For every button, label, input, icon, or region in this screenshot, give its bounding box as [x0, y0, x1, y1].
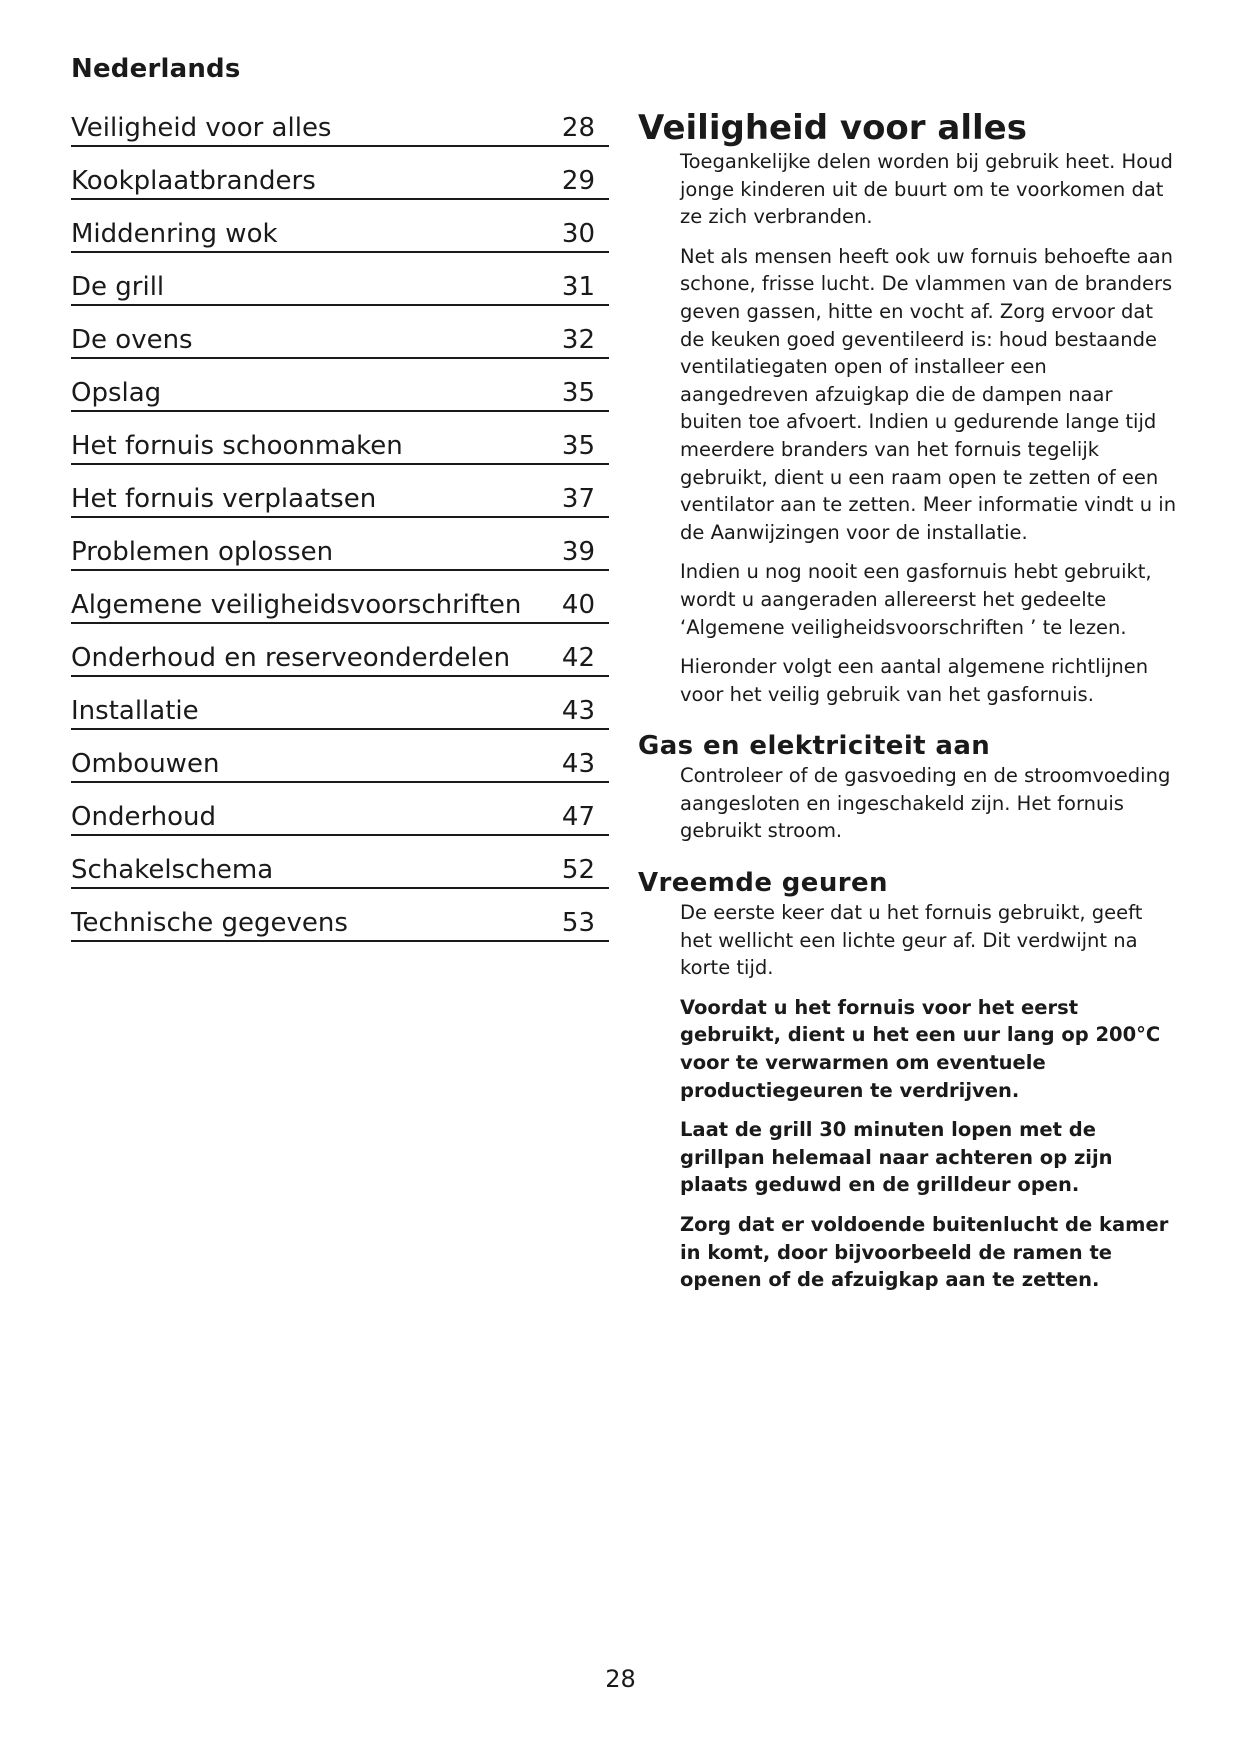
toc-entry-page: 42 [561, 643, 595, 673]
toc-entry-page: 30 [561, 219, 595, 249]
bold-paragraph: Voordat u het fornuis voor het eerst gebruikt, dient u het een uur lang op 200°C voor te verwarmen om eventuele productiegeuren te verdrijven. [680, 995, 1161, 1102]
toc-entry[interactable] [71, 850, 609, 889]
toc-entry[interactable] [71, 744, 609, 783]
toc-entry-page: 53 [561, 908, 595, 938]
toc-entry-title: Problemen oplossen [71, 537, 334, 567]
toc-entry-title: De ovens [71, 325, 193, 355]
toc-entry-title: Onderhoud en reserveonderdelen [71, 643, 511, 673]
toc-entry-title: Opslag [71, 378, 162, 408]
toc-entry-title: Technische gegevens [71, 908, 348, 938]
toc-entry[interactable] [71, 691, 609, 730]
bold-paragraph: Zorg dat er voldoende buitenlucht de kamer in komt, door bijvoorbeeld de ramen te openen of de afzuigkap aan te zetten. [680, 1213, 1169, 1292]
toc-entry-title: Kookplaatbranders [71, 166, 316, 196]
paragraph: Controleer of de gasvoeding en de stroomvoeding aangesloten en ingeschakeld zijn. Het fornuis gebruikt stroom. [680, 764, 1171, 843]
language-heading: Nederlands [71, 54, 241, 84]
toc-entry[interactable] [71, 638, 609, 677]
toc-entry-page: 28 [561, 113, 595, 143]
page-number: 28 [605, 1665, 636, 1693]
toc-entry-page: 40 [561, 590, 595, 620]
subsection-title: Gas en elektriciteit aan [638, 731, 991, 762]
paragraph: Net als mensen heeft ook uw fornuis behoefte aan schone, frisse lucht. De vlammen van de branders geven gassen, hitte en vocht af. Zorg ervoor dat de keuken goed geventileerd is: houd bestaande ventilatiegaten open of installeer een aangedreven afzuigkap die de dampen naar buiten toe afvoert. Indien u gedurende lange tijd meerdere branders van het fornuis tegelijk gebruikt, dient u een raam open te zetten of een ventilator aan te zetten. Meer informatie vindt u in de Aanwijzingen voor de installatie. [680, 244, 1177, 544]
toc-entry[interactable] [71, 161, 609, 200]
table-of-contents [71, 108, 609, 956]
paragraph: Toegankelijke delen worden bij gebruik heet. Houd jonge kinderen uit de buurt om te voorkomen dat ze zich verbranden. [680, 150, 1173, 229]
toc-entry-page: 35 [561, 431, 595, 461]
toc-entry[interactable] [71, 479, 609, 518]
toc-entry[interactable] [71, 585, 609, 624]
toc-entry[interactable] [71, 426, 609, 465]
toc-entry[interactable] [71, 903, 609, 942]
toc-entry[interactable] [71, 532, 609, 571]
toc-entry[interactable] [71, 267, 609, 306]
content-column [638, 108, 1178, 1306]
toc-entry-title: Onderhoud [71, 802, 217, 832]
toc-entry-page: 31 [561, 272, 595, 302]
toc-entry-title: Schakelschema [71, 855, 274, 885]
toc-entry-page: 43 [561, 749, 595, 779]
toc-entry-title: Middenring wok [71, 219, 278, 249]
toc-entry-page: 29 [561, 166, 595, 196]
paragraph: De eerste keer dat u het fornuis gebruikt, geeft het wellicht een lichte geur af. Dit verdwijnt na korte tijd. [680, 901, 1143, 980]
paragraph: Hieronder volgt een aantal algemene richtlijnen voor het veilig gebruik van het gasfornuis. [680, 655, 1149, 706]
toc-entry-title: Het fornuis verplaatsen [71, 484, 377, 514]
toc-entry-page: 52 [561, 855, 595, 885]
paragraph: Indien u nog nooit een gasfornuis hebt gebruikt, wordt u aangeraden allereerst het gedeelte ‘Algemene veiligheidsvoorschriften ’ te lezen. [680, 560, 1152, 639]
toc-entry-page: 35 [561, 378, 595, 408]
toc-entry-page: 32 [561, 325, 595, 355]
toc-entry-page: 39 [561, 537, 595, 567]
toc-entry[interactable] [71, 320, 609, 359]
toc-entry[interactable] [71, 214, 609, 253]
toc-entry-page: 43 [561, 696, 595, 726]
toc-entry-title: De grill [71, 272, 165, 302]
section-title: Veiligheid voor alles [638, 108, 1027, 148]
subsection-title: Vreemde geuren [638, 868, 888, 899]
toc-entry[interactable] [71, 373, 609, 412]
toc-entry-page: 47 [561, 802, 595, 832]
toc-entry-page: 37 [561, 484, 595, 514]
toc-entry-title: Ombouwen [71, 749, 220, 779]
toc-entry-title: Het fornuis schoonmaken [71, 431, 403, 461]
toc-entry[interactable] [71, 797, 609, 836]
toc-entry[interactable] [71, 108, 609, 147]
toc-entry-title: Installatie [71, 696, 199, 726]
bold-paragraph: Laat de grill 30 minuten lopen met de grillpan helemaal naar achteren op zijn plaats geduwd en de grilldeur open. [680, 1118, 1113, 1197]
toc-entry-title: Algemene veiligheidsvoorschriften [71, 590, 522, 620]
toc-entry-title: Veiligheid voor alles [71, 113, 332, 143]
